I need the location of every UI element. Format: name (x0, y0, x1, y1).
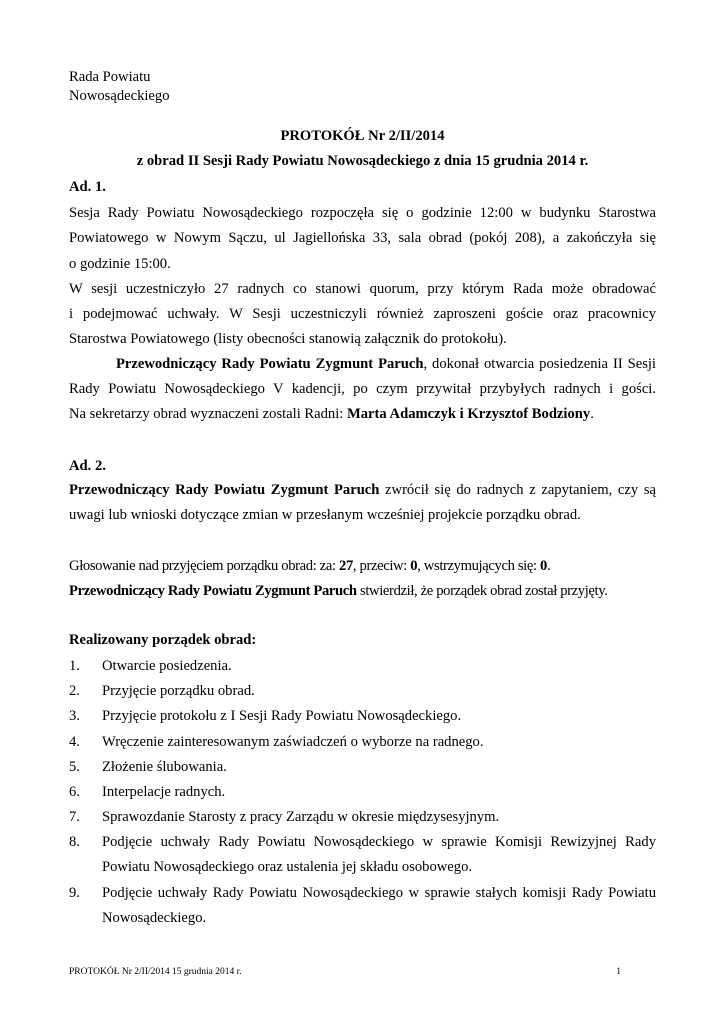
ad2-paragraph1-line1 (69, 481, 656, 499)
footer-document-ref: PROTOKÓŁ Nr 2/II/2014 15 grudnia 2014 r. (69, 967, 242, 977)
agenda-item-text-line1: Podjęcie uchwały Rady Powiatu Nowosądeckiego w sprawie stałych komisji Rady Powiatu (102, 885, 656, 901)
ad1-paragraph2-line3: Starostwa Powiatowego (listy obecności stanowią załącznik do protokołu). (69, 331, 507, 347)
agenda-item-text: Interpelacje radnych. (102, 784, 226, 800)
agenda-item (69, 707, 656, 725)
vote-abstain-label: , wstrzymujących się: (417, 558, 540, 574)
agenda-item-text-line2: Nowosądeckiego. (102, 910, 207, 926)
org-name-line1: Rada Powiatu (69, 69, 151, 85)
agenda-item (69, 783, 656, 801)
agenda-item (69, 884, 656, 927)
ad1-secretaries-line (69, 405, 594, 423)
vote-against-count: 0 (410, 558, 418, 574)
ad1-heading: Ad. 1. (69, 179, 106, 195)
vote-end: . (546, 558, 551, 574)
ad2-paragraph1-rest: zwrócił się do radnych z zapytaniem, czy są (379, 482, 656, 498)
agenda-item-number: 6. (69, 784, 80, 800)
secretaries-names: Marta Adamczyk i Krzysztof Bodziony (346, 406, 591, 422)
agenda-item (69, 682, 656, 700)
agenda-item-text-line2: Powiatu Nowosądeckiego oraz ustalenia jej składu osobowego. (102, 859, 473, 875)
document-subtitle: z obrad II Sesji Rady Powiatu Nowosądeckiego z dnia 15 grudnia 2014 r. (136, 153, 589, 169)
agenda-item (69, 808, 656, 826)
agenda-item-number: 8. (69, 834, 80, 850)
org-name-line2: Nowosądeckiego (69, 88, 170, 104)
vote-abstain-count: 0 (540, 558, 547, 574)
ad1-paragraph1-line1: Sesja Rady Powiatu Nowosądeckiego rozpoczęła się o godzinie 12:00 w budynku Starostwa (69, 205, 656, 221)
page-number: 1 (616, 967, 621, 977)
agenda-item-number: 7. (69, 809, 80, 825)
agenda-heading: Realizowany porządek obrad: (69, 632, 257, 648)
vote-text: Głosowanie nad przyjęciem porządku obrad: za: (69, 558, 339, 574)
agenda-item (69, 758, 656, 776)
ad2-paragraph1-line2: uwagi lub wnioski dotyczące zmian w przesłanym wcześniej projekcie porządku obrad. (69, 507, 581, 523)
agenda-confirmation-line (69, 582, 608, 600)
vote-against-label: , przeciw: (352, 558, 411, 574)
confirmation-rest: stwierdził, że porządek obrad został przyjęty. (356, 583, 608, 599)
vote-result-line (69, 557, 550, 575)
confirmation-chairman-name: Przewodniczący Rady Powiatu Zygmunt Paruch (69, 583, 357, 599)
ad1-paragraph3-line2: Rady Powiatu Nowosądeckiego V kadencji, po czym przywitał przybyłych radnych i gości. (69, 381, 656, 397)
agenda-item-number: 1. (69, 658, 80, 674)
ad2-heading: Ad. 2. (69, 458, 106, 474)
vote-for-count: 27 (339, 558, 353, 574)
agenda-item-text: Złożenie ślubowania. (102, 759, 227, 775)
agenda-item-number: 5. (69, 759, 80, 775)
agenda-item-number: 3. (69, 708, 80, 724)
ad1-paragraph2-line1: W sesji uczestniczyło 27 radnych co stanowi quorum, przy którym Rada może obradować (69, 281, 656, 297)
agenda-item-text: Przyjęcie protokołu z I Sesji Rady Powiatu Nowosądeckiego. (102, 708, 462, 724)
agenda-item-text: Wręczenie zainteresowanym zaświadczeń o wyborze na radnego. (102, 734, 484, 750)
ad1-paragraph3-line1 (116, 355, 656, 373)
agenda-item-number: 4. (69, 734, 80, 750)
agenda-item (69, 657, 656, 675)
ad1-paragraph3-rest: , dokonał otwarcia posiedzenia II Sesji (423, 356, 656, 372)
document-page (69, 0, 656, 1024)
agenda-item-text-line1: Podjęcie uchwały Rady Powiatu Nowosądeckiego w sprawie Komisji Rewizyjnej Rady (102, 834, 656, 850)
secretaries-text: Na sekretarzy obrad wyznaczeni zostali Radni: (69, 406, 347, 422)
agenda-item-number: 9. (69, 885, 80, 901)
chairman-name: Przewodniczący Rady Powiatu Zygmunt Paruch (116, 356, 424, 372)
agenda-item-text: Przyjęcie porządku obrad. (102, 683, 255, 699)
agenda-item (69, 833, 656, 876)
ad1-paragraph1-line3: o godzinie 15:00. (69, 256, 171, 272)
document-title: PROTOKÓŁ Nr 2/II/2014 (280, 128, 445, 144)
ad2-chairman-name: Przewodniczący Rady Powiatu Zygmunt Paruch (69, 482, 380, 498)
ad1-paragraph2-line2: i podejmować uchwały. W Sesji uczestniczyli również zaproszeni goście oraz pracownicy (69, 306, 656, 322)
agenda-item (69, 733, 656, 751)
agenda-item-number: 2. (69, 683, 80, 699)
agenda-item-text: Otwarcie posiedzenia. (102, 658, 232, 674)
agenda-item-text: Sprawozdanie Starosty z pracy Zarządu w okresie międzysesyjnym. (102, 809, 500, 825)
secretaries-end: . (590, 406, 594, 422)
ad1-paragraph1-line2: Powiatowego w Nowym Sączu, ul Jagiellońska 33, sala obrad (pokój 208), a zakończyła się (69, 230, 656, 246)
